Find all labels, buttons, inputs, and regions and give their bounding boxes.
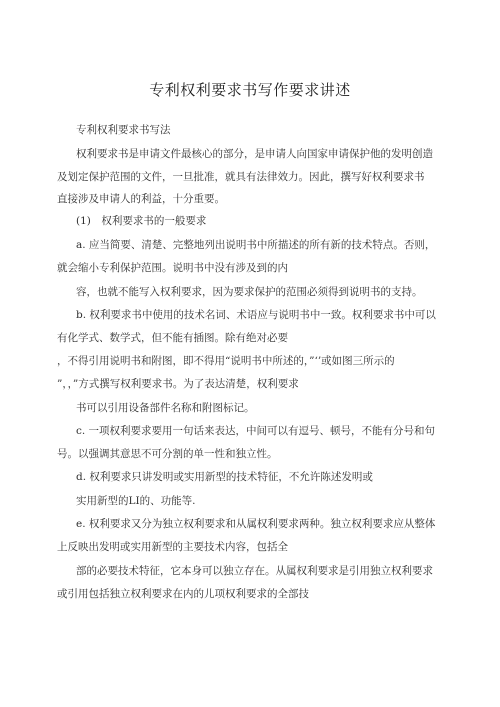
- paragraph-line: c. 一项权利要求要用一句话来表达，中间可以有逗号、顿号，不能有分号和句: [76, 425, 436, 437]
- paragraph-line: 直接涉及申请人的利益，十分重要。: [57, 193, 225, 205]
- paragraph-line: 实用新型的LI的、功能等.: [76, 495, 196, 507]
- paragraph-line: 书可以引用设备部件名称和附图标记。: [76, 402, 255, 414]
- paragraph-line: d. 权利要求只讲发明或实用新型的技术特征，不允许陈述发明或: [76, 471, 373, 483]
- paragraph-line: ，不得引用说明书和附图，即不得用“说明书中所述的，”‘’或如图三所示的: [57, 355, 395, 367]
- subsection-heading: (1) 权利要求书的一般要求: [76, 215, 207, 227]
- paragraph-line: 就会缩小专利保护范围。说明书中没有涉及到的内: [57, 262, 288, 274]
- section-heading: 专利权利要求书写法: [76, 124, 171, 136]
- paragraph-line: 权利要求书是申请文件最核心的部分，是申请人向国家申请保护他的发明创造: [76, 148, 433, 160]
- paragraph-line: 有化学式、数学式，但不能有插图。除有绝对必要: [57, 332, 288, 344]
- paragraph-line: 上反映出发明或实用新型的主要技术内容，包括全: [57, 541, 288, 553]
- document-title: 专利权利要求书写作要求讲述: [149, 81, 351, 99]
- paragraph-line: e. 权利要求又分为独立权利要求和从属权利要求两种。独立权利要求应从整体: [76, 518, 436, 530]
- paragraph-line: 部的必要技术特征，它本身可以独立存在。从属权利要求是引用独立权利要求: [76, 565, 433, 577]
- paragraph-line: 及划定保护范围的文件，一旦批准，就具有法律效力。因此，撰写好权利要求书: [57, 171, 425, 183]
- paragraph-line: b. 权利要求书中使用的技术名词、术语应与说明书中一致。权利要求书中可以: [76, 309, 436, 321]
- paragraph-line: 容，也就不能写入权利要求，因为要求保护的范围必须得到说明书的支持。: [76, 286, 423, 298]
- paragraph-line: 或引用包括独立权利要求在内的儿项权利要求的全部技: [57, 588, 309, 600]
- paragraph-line: a. 应当简要、清楚、完整地列出说明书中所描述的所有新的技术特点。否则，: [76, 239, 436, 251]
- paragraph-line: ”，，”方式撰写权利要求书。为了表达清楚，权利要求: [57, 378, 299, 390]
- paragraph-line: 号。以强调其意思不可分割的单一性和独立性。: [57, 448, 278, 460]
